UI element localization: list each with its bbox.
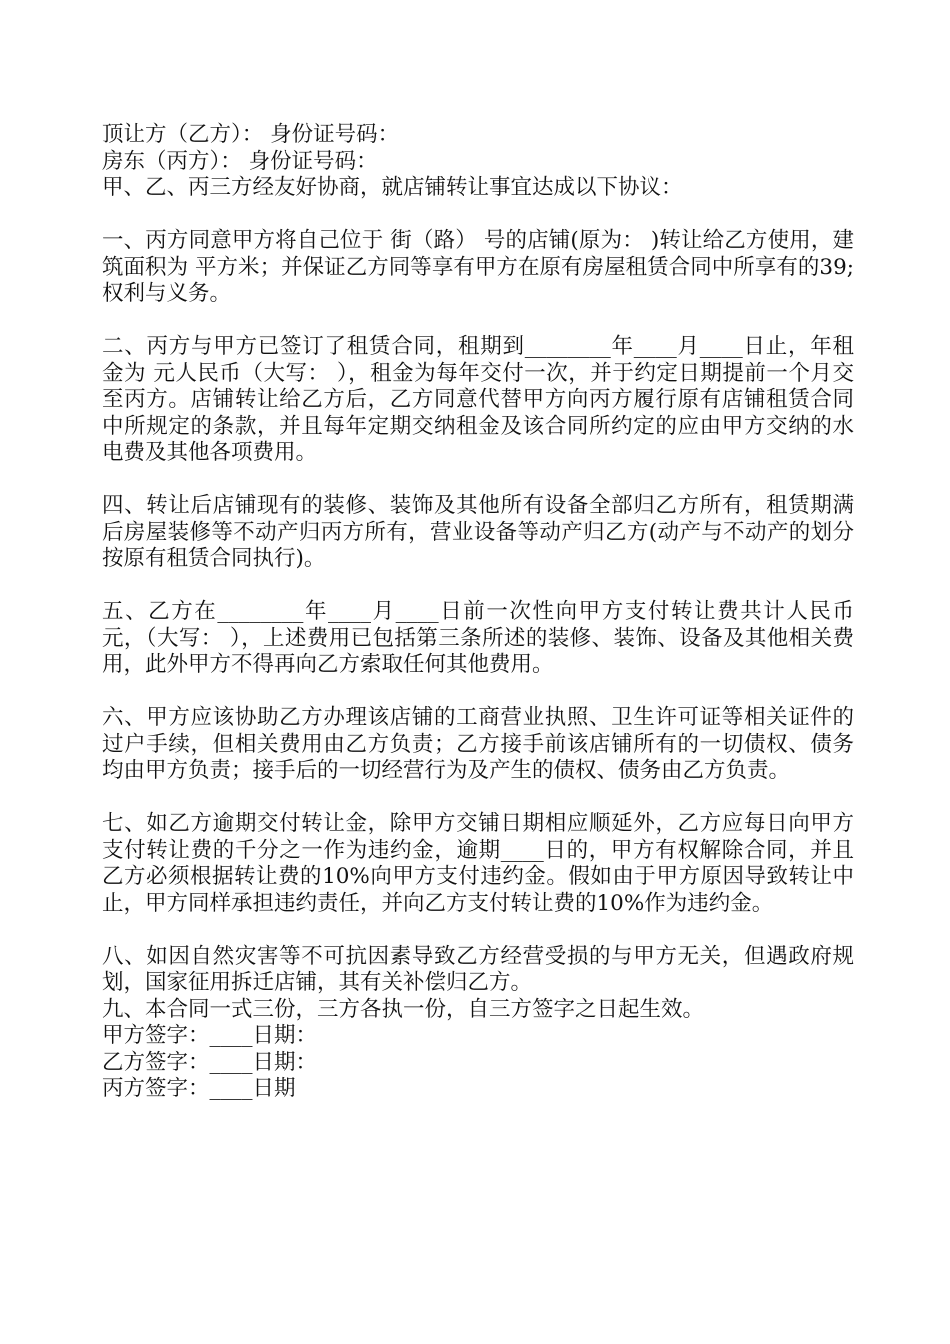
paragraph-gap: [102, 917, 854, 944]
paragraph-gap: [102, 308, 854, 335]
paragraph-gap: [102, 573, 854, 600]
paragraph-gap: [102, 467, 854, 494]
paragraph-gap: [102, 202, 854, 229]
intro-line: 甲、乙、丙三方经友好协商，就店铺转让事宜达成以下协议：: [102, 175, 683, 200]
clause-2: 二、丙方与甲方已签订了租赁合同，租期到________年____月____日止，年租金为 元人民币（大写： ），租金为每年交付一次，并于约定日期提前一个月交至丙方。店铺转让给乙方后，乙方同意代替甲方向丙方履行原有店铺租赁合同中所规定的条款，并且每年定期交纳租金及该合同所约定的应由甲方交纳的水电费及其他各项费用。: [102, 334, 854, 465]
clause-1: 一、丙方同意甲方将自己位于 街（路） 号的店铺(原为： )转让给乙方使用，建筑面积为 平方米；并保证乙方同等享有甲方在原有房屋租赁合同中所享有的39;权利与义务。: [102, 228, 854, 306]
paragraph-gap: [102, 785, 854, 812]
signature-party-c: 丙方签字：____日期: [102, 1076, 296, 1101]
landlord-line: 房东（丙方）： 身份证号码：: [102, 148, 378, 174]
signature-party-b: 乙方签字：____日期：: [102, 1049, 318, 1075]
clause-9: 九、本合同一式三份，三方各执一份，自三方签字之日起生效。: [102, 996, 705, 1022]
contract-document: [102, 122, 854, 1103]
paragraph-gap: [102, 679, 854, 706]
clause-7: 七、如乙方逾期交付转让金，除甲方交铺日期相应顺延外，乙方应每日向甲方支付转让费的千分之一作为违约金，逾期____日的，甲方有权解除合同，并且乙方必须根据转让费的10%向甲方支付违约金。假如由于甲方原因导致转让中止，甲方同样承担违约责任，并向乙方支付转让费的10%作为违约金。: [102, 811, 854, 916]
clause-8: 八、如因自然灾害等不可抗因素导致乙方经营受损的与甲方无关，但遇政府规划，国家征用拆迁店铺，其有关补偿归乙方。: [102, 943, 854, 995]
clause-5: 五、乙方在________年____月____日前一次性向甲方支付转让费共计人民币 元，（大写： ），上述费用已包括第三条所述的装修、装饰、设备及其他相关费用，此外甲方不得再向乙方索取任何其他费用。: [102, 599, 854, 677]
signature-party-a: 甲方签字：____日期：: [102, 1023, 318, 1048]
clause-4: 四、转让后店铺现有的装修、装饰及其他所有设备全部归乙方所有，租赁期满后房屋装修等不动产归丙方所有，营业设备等动产归乙方(动产与不动产的划分按原有租赁合同执行)。: [102, 493, 854, 571]
clause-6: 六、甲方应该协助乙方办理该店铺的工商营业执照、卫生许可证等相关证件的过户手续，但相关费用由乙方负责；乙方接手前该店铺所有的一切债权、债务均由甲方负责；接手后的一切经营行为及产生的债权、债务由乙方负责。: [102, 705, 854, 783]
transferee-line: 顶让方（乙方）： 身份证号码：: [102, 122, 400, 147]
